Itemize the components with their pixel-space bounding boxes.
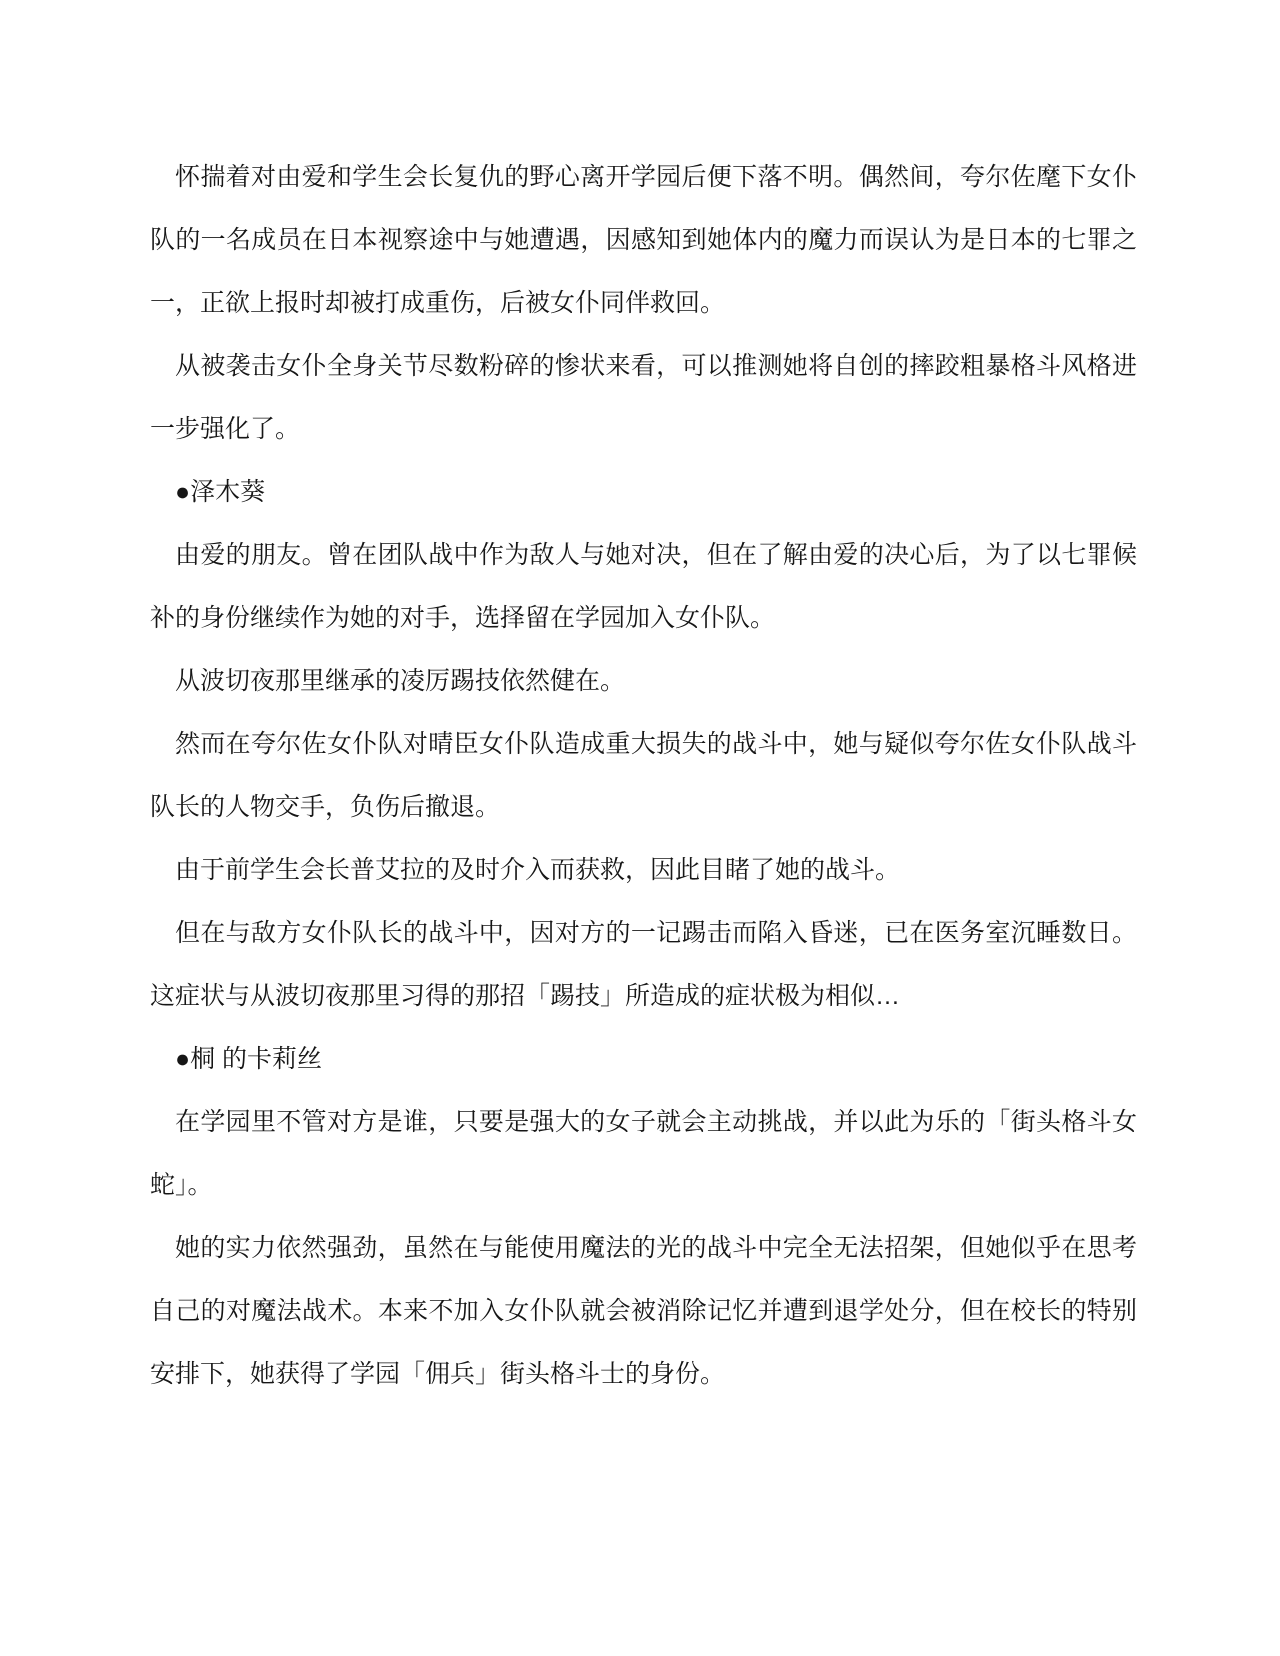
paragraph: 她的实力依然强劲，虽然在与能使用魔法的光的战斗中完全无法招架，但她似乎在思考自己的对魔法战术。本来不加入女仆队就会被消除记忆并遭到退学处分，但在校长的特别安排下，她获得了学园「佣兵」街头格斗士的身份。: [150, 1234, 1137, 1388]
paragraph: 由爱的朋友。曾在团队战中作为敌人与她对决，但在了解由爱的决心后，为了以七罪候补的身份继续作为她的对手，选择留在学园加入女仆队。: [150, 541, 1137, 632]
paragraph: 然而在夸尔佐女仆队对晴臣女仆队造成重大损失的战斗中，她与疑似夸尔佐女仆队战斗队长的人物交手，负伤后撤退。: [150, 730, 1137, 821]
document-body: [150, 146, 1137, 1406]
paragraph: 在学园里不管对方是谁，只要是强大的女子就会主动挑战，并以此为乐的「街头格斗女蛇」。: [150, 1108, 1137, 1199]
section-heading: ●泽木葵: [175, 478, 266, 506]
section-heading: ●桐 的卡莉丝: [175, 1045, 323, 1073]
paragraph: 但在与敌方女仆队长的战斗中，因对方的一记踢击而陷入昏迷，已在医务室沉睡数日。这症状与从波切夜那里习得的那招「踢技」所造成的症状极为相似…: [150, 919, 1137, 1010]
paragraph: 从波切夜那里继承的凌厉踢技依然健在。: [175, 667, 626, 695]
paragraph: 怀揣着对由爱和学生会长复仇的野心离开学园后便下落不明。偶然间，夸尔佐麾下女仆队的一名成员在日本视察途中与她遭遇，因感知到她体内的魔力而误认为是日本的七罪之一，正欲上报时却被打成重伤，后被女仆同伴救回。: [150, 163, 1137, 317]
paragraph: 由于前学生会长普艾拉的及时介入而获救，因此目睹了她的战斗。: [175, 856, 901, 884]
paragraph: 从被袭击女仆全身关节尽数粉碎的惨状来看，可以推测她将自创的摔跤粗暴格斗风格进一步强化了。: [150, 352, 1137, 443]
